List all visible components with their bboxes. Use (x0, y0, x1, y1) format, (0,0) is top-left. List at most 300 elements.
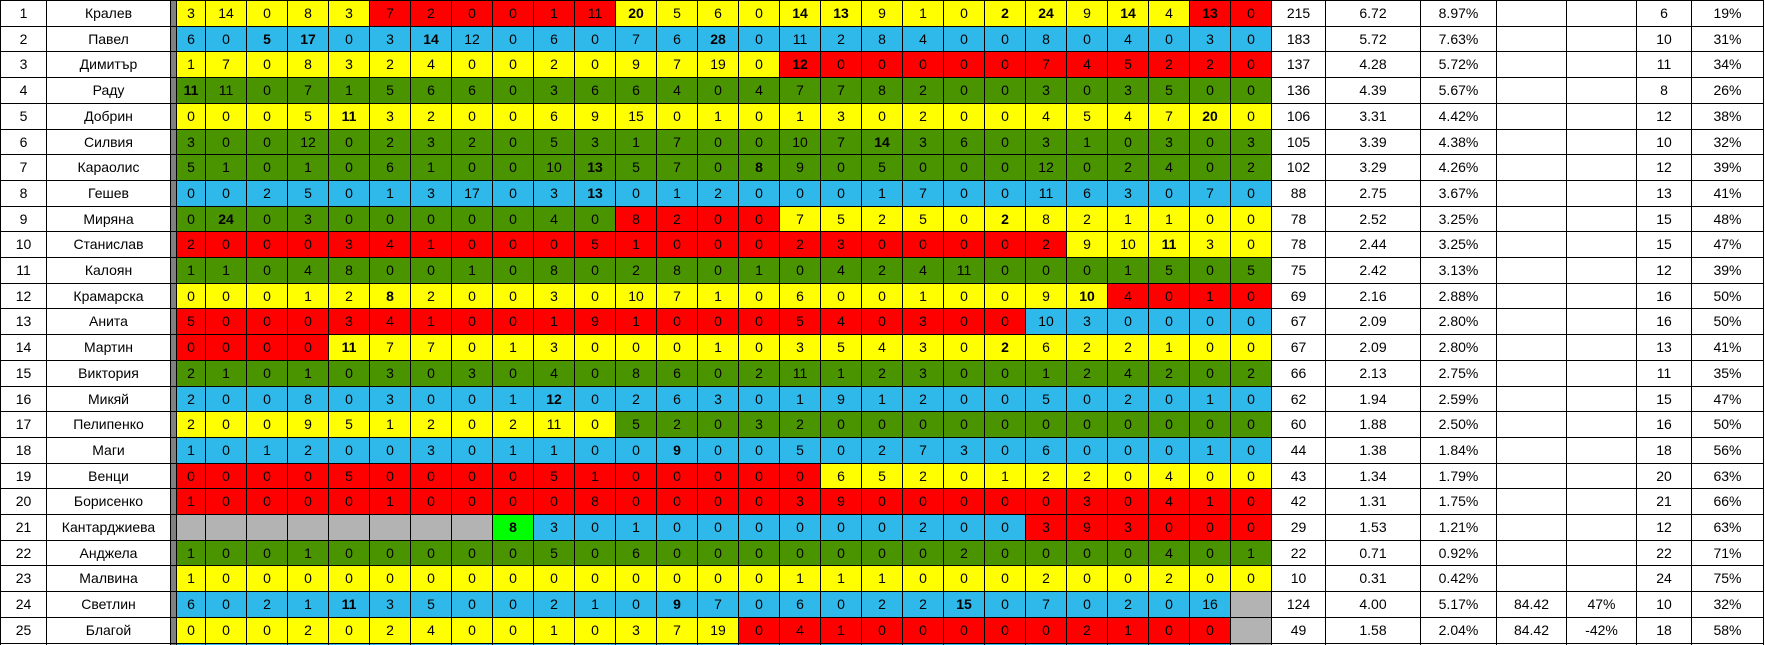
player-name-cell[interactable]: Микяй (47, 386, 171, 412)
grid-cell[interactable]: 0 (1149, 412, 1190, 438)
total-cell[interactable]: 42 (1272, 489, 1326, 515)
rank-percent-cell[interactable]: 75% (1692, 566, 1764, 592)
grid-cell[interactable]: 5 (903, 206, 944, 232)
grid-cell[interactable]: 0 (821, 52, 862, 78)
grid-cell[interactable]: 0 (985, 26, 1026, 52)
grid-cell[interactable]: 0 (944, 335, 985, 361)
rank-cell[interactable]: 13 (1637, 335, 1692, 361)
rank-percent-cell[interactable]: 32% (1692, 129, 1764, 155)
total-cell[interactable]: 124 (1272, 592, 1326, 618)
grid-cell[interactable]: 0 (247, 463, 288, 489)
grid-cell[interactable]: 0 (944, 386, 985, 412)
grid-cell[interactable]: 0 (206, 103, 247, 129)
grid-cell[interactable]: 6 (177, 26, 206, 52)
grid-cell[interactable]: 3 (903, 335, 944, 361)
grid-cell[interactable]: 11 (329, 103, 370, 129)
extra-cell-1[interactable] (1497, 232, 1567, 258)
grid-cell[interactable]: 0 (698, 232, 739, 258)
grid-cell[interactable]: 0 (493, 78, 534, 104)
grid-cell[interactable]: 4 (1149, 1, 1190, 27)
grid-cell[interactable]: 1 (493, 335, 534, 361)
grid-cell[interactable]: 6 (780, 283, 821, 309)
grid-cell[interactable]: 1 (288, 360, 329, 386)
grid-cell[interactable]: 0 (452, 283, 493, 309)
grid-cell[interactable]: 0 (575, 386, 616, 412)
extra-cell-1[interactable] (1497, 283, 1567, 309)
extra-cell-1[interactable] (1497, 463, 1567, 489)
rank-cell[interactable]: 10 (1637, 592, 1692, 618)
grid-cell[interactable]: 0 (1026, 617, 1067, 643)
grid-cell[interactable]: 0 (329, 129, 370, 155)
extra-cell-1[interactable] (1497, 566, 1567, 592)
percent-cell[interactable]: 8.97% (1421, 1, 1497, 27)
grid-cell[interactable]: 2 (247, 592, 288, 618)
grid-cell[interactable]: 0 (247, 309, 288, 335)
grid-cell[interactable]: 0 (493, 566, 534, 592)
grid-cell[interactable]: 5 (1231, 258, 1272, 284)
grid-cell[interactable]: 2 (657, 206, 698, 232)
percent-cell[interactable]: 3.25% (1421, 206, 1497, 232)
grid-cell[interactable]: 2 (1108, 335, 1149, 361)
grid-cell[interactable]: 0 (985, 437, 1026, 463)
grid-cell[interactable]: 2 (903, 386, 944, 412)
grid-cell[interactable]: 0 (206, 463, 247, 489)
grid-cell[interactable]: 0 (1190, 617, 1231, 643)
rank-percent-cell[interactable]: 26% (1692, 78, 1764, 104)
rank-cell[interactable]: 6 (1637, 1, 1692, 27)
grid-cell[interactable]: 0 (247, 360, 288, 386)
grid-cell[interactable]: 4 (1149, 463, 1190, 489)
grid-cell[interactable]: 0 (739, 437, 780, 463)
grid-cell[interactable]: 9 (657, 437, 698, 463)
grid-cell[interactable]: 8 (370, 283, 411, 309)
rank-cell[interactable]: 12 (1637, 515, 1692, 541)
grid-cell[interactable]: 13 (821, 1, 862, 27)
grid-cell[interactable]: 0 (739, 617, 780, 643)
grid-cell[interactable]: 2 (452, 129, 493, 155)
grid-cell[interactable]: 0 (411, 360, 452, 386)
extra-cell-2[interactable]: 47% (1567, 592, 1637, 618)
grid-cell[interactable]: 0 (493, 129, 534, 155)
grid-cell[interactable]: 7 (780, 78, 821, 104)
grid-cell[interactable]: 2 (370, 129, 411, 155)
row-number-cell[interactable]: 6 (1, 129, 47, 155)
grid-cell[interactable]: 2 (821, 26, 862, 52)
grid-cell[interactable]: 3 (780, 489, 821, 515)
grid-cell[interactable]: 4 (1149, 155, 1190, 181)
grid-cell[interactable]: 2 (247, 180, 288, 206)
grid-cell[interactable]: 2 (1026, 566, 1067, 592)
grid-cell[interactable]: 0 (206, 335, 247, 361)
grid-cell[interactable]: 11 (177, 78, 206, 104)
grid-cell[interactable]: 7 (903, 180, 944, 206)
extra-cell-2[interactable] (1567, 540, 1637, 566)
percent-cell[interactable]: 1.75% (1421, 489, 1497, 515)
grid-cell[interactable]: 4 (534, 360, 575, 386)
grid-cell[interactable]: 0 (411, 258, 452, 284)
grid-cell[interactable]: 2 (1067, 206, 1108, 232)
average-cell[interactable]: 1.88 (1326, 412, 1421, 438)
player-name-cell[interactable]: Димитър (47, 52, 171, 78)
grid-cell[interactable]: 2 (1149, 360, 1190, 386)
grid-cell[interactable]: 0 (493, 1, 534, 27)
average-cell[interactable]: 4.39 (1326, 78, 1421, 104)
grid-cell[interactable]: 0 (452, 155, 493, 181)
grid-cell[interactable]: 7 (657, 617, 698, 643)
grid-cell[interactable]: 0 (452, 335, 493, 361)
grid-cell[interactable]: 0 (1108, 129, 1149, 155)
grid-cell[interactable]: 0 (739, 103, 780, 129)
grid-cell[interactable]: 10 (1026, 309, 1067, 335)
grid-cell[interactable]: 0 (370, 463, 411, 489)
grid-cell[interactable]: 16 (1190, 592, 1231, 618)
player-name-cell[interactable]: Калоян (47, 258, 171, 284)
grid-cell[interactable] (370, 515, 411, 541)
grid-cell[interactable]: 8 (862, 78, 903, 104)
grid-cell[interactable]: 2 (1026, 232, 1067, 258)
grid-cell[interactable]: 14 (1108, 1, 1149, 27)
extra-cell-1[interactable] (1497, 26, 1567, 52)
grid-cell[interactable]: 0 (452, 437, 493, 463)
grid-cell[interactable]: 0 (370, 206, 411, 232)
grid-cell[interactable]: 0 (493, 52, 534, 78)
grid-cell[interactable]: 11 (780, 26, 821, 52)
grid-cell[interactable]: 0 (493, 592, 534, 618)
percent-cell[interactable]: 2.04% (1421, 617, 1497, 643)
grid-cell[interactable]: 8 (329, 258, 370, 284)
grid-cell[interactable]: 9 (288, 412, 329, 438)
grid-cell[interactable]: 6 (370, 155, 411, 181)
grid-cell[interactable]: 15 (944, 592, 985, 618)
grid-cell[interactable]: 3 (1149, 129, 1190, 155)
grid-cell[interactable]: 0 (247, 206, 288, 232)
grid-cell[interactable]: 0 (1190, 515, 1231, 541)
total-cell[interactable]: 75 (1272, 258, 1326, 284)
row-number-cell[interactable]: 22 (1, 540, 47, 566)
grid-cell[interactable]: 0 (657, 515, 698, 541)
player-name-cell[interactable]: Светлин (47, 592, 171, 618)
grid-cell[interactable]: 6 (1026, 335, 1067, 361)
row-number-cell[interactable]: 15 (1, 360, 47, 386)
average-cell[interactable]: 0.31 (1326, 566, 1421, 592)
grid-cell[interactable]: 9 (575, 103, 616, 129)
total-cell[interactable]: 29 (1272, 515, 1326, 541)
grid-cell[interactable]: 0 (985, 103, 1026, 129)
grid-cell[interactable]: 0 (944, 232, 985, 258)
percent-cell[interactable]: 0.42% (1421, 566, 1497, 592)
grid-cell[interactable]: 0 (452, 309, 493, 335)
grid-cell[interactable]: 0 (862, 52, 903, 78)
grid-cell[interactable]: 1 (1149, 206, 1190, 232)
grid-cell[interactable]: 6 (821, 463, 862, 489)
grid-cell[interactable]: 6 (534, 26, 575, 52)
average-cell[interactable]: 2.09 (1326, 335, 1421, 361)
grid-cell[interactable]: 1 (411, 309, 452, 335)
rank-cell[interactable]: 12 (1637, 103, 1692, 129)
average-cell[interactable]: 2.09 (1326, 309, 1421, 335)
rank-cell[interactable]: 15 (1637, 206, 1692, 232)
grid-cell[interactable]: 1 (177, 566, 206, 592)
row-number-cell[interactable]: 14 (1, 335, 47, 361)
grid-cell[interactable]: 0 (903, 489, 944, 515)
grid-cell[interactable]: 2 (780, 232, 821, 258)
grid-cell[interactable]: 8 (288, 386, 329, 412)
row-number-cell[interactable]: 1 (1, 1, 47, 27)
grid-cell[interactable]: 0 (698, 540, 739, 566)
total-cell[interactable]: 60 (1272, 412, 1326, 438)
grid-cell[interactable]: 3 (329, 52, 370, 78)
grid-cell[interactable]: 2 (1108, 155, 1149, 181)
grid-cell[interactable] (329, 515, 370, 541)
grid-cell[interactable]: 0 (698, 463, 739, 489)
grid-cell[interactable]: 5 (821, 335, 862, 361)
grid-cell[interactable]: 9 (1026, 283, 1067, 309)
grid-cell[interactable]: 0 (944, 206, 985, 232)
grid-cell[interactable]: 9 (575, 309, 616, 335)
grid-cell[interactable]: 2 (1149, 566, 1190, 592)
grid-cell[interactable]: 0 (1190, 335, 1231, 361)
percent-cell[interactable]: 3.13% (1421, 258, 1497, 284)
grid-cell[interactable]: 4 (370, 232, 411, 258)
grid-cell[interactable]: 0 (247, 78, 288, 104)
grid-cell[interactable]: 3 (903, 129, 944, 155)
rank-percent-cell[interactable]: 19% (1692, 1, 1764, 27)
average-cell[interactable]: 4.28 (1326, 52, 1421, 78)
rank-cell[interactable]: 16 (1637, 309, 1692, 335)
grid-cell[interactable]: 0 (616, 592, 657, 618)
rank-cell[interactable]: 13 (1637, 180, 1692, 206)
grid-cell[interactable]: 0 (985, 386, 1026, 412)
grid-cell[interactable]: 10 (780, 129, 821, 155)
rank-cell[interactable]: 12 (1637, 155, 1692, 181)
grid-cell[interactable]: 0 (493, 180, 534, 206)
grid-cell[interactable]: 6 (411, 78, 452, 104)
grid-cell[interactable]: 5 (534, 463, 575, 489)
grid-cell[interactable]: 0 (698, 155, 739, 181)
grid-cell[interactable]: 1 (698, 283, 739, 309)
grid-cell[interactable]: 7 (370, 1, 411, 27)
average-cell[interactable]: 1.94 (1326, 386, 1421, 412)
grid-cell[interactable]: 1 (1190, 489, 1231, 515)
grid-cell[interactable]: 0 (821, 592, 862, 618)
grid-cell[interactable]: 2 (657, 412, 698, 438)
grid-cell[interactable]: 1 (177, 437, 206, 463)
grid-cell[interactable]: 20 (616, 1, 657, 27)
grid-cell[interactable]: 0 (657, 489, 698, 515)
grid-cell[interactable]: 0 (739, 566, 780, 592)
grid-cell[interactable]: 1 (411, 155, 452, 181)
grid-cell[interactable]: 2 (370, 617, 411, 643)
grid-cell[interactable]: 1 (177, 258, 206, 284)
grid-cell[interactable]: 0 (1231, 206, 1272, 232)
grid-cell[interactable]: 0 (944, 360, 985, 386)
rank-cell[interactable]: 20 (1637, 463, 1692, 489)
grid-cell[interactable]: 0 (247, 1, 288, 27)
grid-cell[interactable]: 0 (821, 437, 862, 463)
grid-cell[interactable]: 0 (821, 540, 862, 566)
grid-cell[interactable]: 3 (575, 129, 616, 155)
grid-cell[interactable]: 2 (903, 592, 944, 618)
grid-cell[interactable]: 3 (534, 78, 575, 104)
grid-cell[interactable]: 2 (862, 437, 903, 463)
grid-cell[interactable]: 0 (247, 335, 288, 361)
grid-cell[interactable]: 0 (985, 129, 1026, 155)
grid-cell[interactable]: 11 (780, 360, 821, 386)
extra-cell-1[interactable] (1497, 540, 1567, 566)
grid-cell[interactable]: 0 (944, 52, 985, 78)
grid-cell[interactable]: 0 (206, 180, 247, 206)
percent-cell[interactable]: 1.84% (1421, 437, 1497, 463)
grid-cell[interactable]: 0 (862, 283, 903, 309)
grid-cell[interactable] (411, 515, 452, 541)
grid-cell[interactable]: 0 (452, 1, 493, 27)
grid-cell[interactable]: 0 (657, 540, 698, 566)
grid-cell[interactable]: 0 (821, 155, 862, 181)
grid-cell[interactable]: 7 (821, 78, 862, 104)
grid-cell[interactable]: 0 (1190, 566, 1231, 592)
grid-cell[interactable]: 0 (821, 180, 862, 206)
grid-cell[interactable]: 3 (452, 360, 493, 386)
grid-cell[interactable]: 6 (177, 592, 206, 618)
grid-cell[interactable]: 13 (575, 155, 616, 181)
grid-cell[interactable]: 0 (206, 566, 247, 592)
grid-cell[interactable]: 0 (1067, 155, 1108, 181)
percent-cell[interactable]: 5.72% (1421, 52, 1497, 78)
grid-cell[interactable]: 0 (493, 155, 534, 181)
grid-cell[interactable]: 3 (411, 180, 452, 206)
percent-cell[interactable]: 2.80% (1421, 309, 1497, 335)
row-number-cell[interactable]: 9 (1, 206, 47, 232)
grid-cell[interactable]: 2 (780, 412, 821, 438)
grid-cell[interactable]: 0 (247, 283, 288, 309)
grid-cell[interactable]: 2 (903, 463, 944, 489)
grid-cell[interactable]: 0 (862, 515, 903, 541)
average-cell[interactable]: 5.72 (1326, 26, 1421, 52)
grid-cell[interactable]: 0 (780, 180, 821, 206)
grid-cell[interactable]: 0 (1108, 463, 1149, 489)
grid-cell[interactable]: 0 (329, 180, 370, 206)
grid-cell[interactable]: 0 (944, 78, 985, 104)
grid-cell[interactable] (1231, 592, 1272, 618)
grid-cell[interactable]: 5 (329, 463, 370, 489)
grid-cell[interactable]: 5 (370, 78, 411, 104)
grid-cell[interactable]: 1 (288, 283, 329, 309)
grid-cell[interactable]: 0 (452, 592, 493, 618)
grid-cell[interactable]: 1 (862, 566, 903, 592)
extra-cell-2[interactable] (1567, 103, 1637, 129)
grid-cell[interactable]: 0 (698, 412, 739, 438)
grid-cell[interactable]: 0 (698, 78, 739, 104)
grid-cell[interactable]: 1 (1190, 437, 1231, 463)
grid-cell[interactable]: 0 (739, 489, 780, 515)
grid-cell[interactable]: 0 (1149, 180, 1190, 206)
grid-cell[interactable]: 0 (247, 129, 288, 155)
grid-cell[interactable]: 0 (493, 232, 534, 258)
grid-cell[interactable]: 6 (944, 129, 985, 155)
grid-cell[interactable]: 1 (534, 617, 575, 643)
grid-cell[interactable]: 0 (944, 283, 985, 309)
grid-cell[interactable]: 0 (698, 129, 739, 155)
rank-percent-cell[interactable]: 50% (1692, 283, 1764, 309)
row-number-cell[interactable]: 19 (1, 463, 47, 489)
grid-cell[interactable]: 2 (1026, 463, 1067, 489)
grid-cell[interactable]: 0 (821, 515, 862, 541)
percent-cell[interactable]: 4.38% (1421, 129, 1497, 155)
grid-cell[interactable]: 0 (1108, 309, 1149, 335)
row-number-cell[interactable]: 10 (1, 232, 47, 258)
grid-cell[interactable]: 2 (616, 258, 657, 284)
rank-cell[interactable]: 18 (1637, 437, 1692, 463)
rank-cell[interactable]: 18 (1637, 617, 1692, 643)
extra-cell-1[interactable]: 84.42 (1497, 592, 1567, 618)
grid-cell[interactable]: 0 (944, 617, 985, 643)
grid-cell[interactable] (452, 515, 493, 541)
grid-cell[interactable]: 3 (534, 515, 575, 541)
grid-cell[interactable]: 0 (329, 617, 370, 643)
player-name-cell[interactable]: Гешев (47, 180, 171, 206)
grid-cell[interactable]: 13 (575, 180, 616, 206)
grid-cell[interactable]: 8 (288, 1, 329, 27)
player-name-cell[interactable]: Добрин (47, 103, 171, 129)
grid-cell[interactable]: 20 (1190, 103, 1231, 129)
grid-cell[interactable]: 4 (370, 309, 411, 335)
grid-cell[interactable]: 1 (616, 232, 657, 258)
grid-cell[interactable]: 10 (534, 155, 575, 181)
grid-cell[interactable]: 9 (862, 1, 903, 27)
grid-cell[interactable]: 2 (903, 103, 944, 129)
extra-cell-1[interactable] (1497, 258, 1567, 284)
grid-cell[interactable]: 0 (1067, 26, 1108, 52)
grid-cell[interactable]: 4 (821, 309, 862, 335)
grid-cell[interactable]: 0 (1149, 283, 1190, 309)
grid-cell[interactable]: 7 (903, 437, 944, 463)
extra-cell-1[interactable] (1497, 206, 1567, 232)
grid-cell[interactable]: 0 (452, 566, 493, 592)
grid-cell[interactable]: 0 (657, 103, 698, 129)
grid-cell[interactable]: 0 (862, 232, 903, 258)
grid-cell[interactable]: 4 (1026, 103, 1067, 129)
rank-cell[interactable]: 10 (1637, 129, 1692, 155)
grid-cell[interactable]: 0 (247, 489, 288, 515)
rank-percent-cell[interactable]: 47% (1692, 232, 1764, 258)
grid-cell[interactable]: 0 (739, 232, 780, 258)
grid-cell[interactable]: 0 (862, 489, 903, 515)
row-number-cell[interactable]: 18 (1, 437, 47, 463)
grid-cell[interactable]: 0 (1067, 412, 1108, 438)
grid-cell[interactable]: 0 (657, 232, 698, 258)
grid-cell[interactable]: 1 (288, 592, 329, 618)
row-number-cell[interactable]: 11 (1, 258, 47, 284)
grid-cell[interactable]: 1 (370, 180, 411, 206)
grid-cell[interactable]: 4 (534, 206, 575, 232)
extra-cell-1[interactable] (1497, 412, 1567, 438)
grid-cell[interactable]: 0 (452, 232, 493, 258)
grid-cell[interactable]: 3 (821, 232, 862, 258)
grid-cell[interactable]: 9 (1067, 232, 1108, 258)
grid-cell[interactable]: 0 (1067, 386, 1108, 412)
grid-cell[interactable]: 0 (452, 386, 493, 412)
percent-cell[interactable]: 2.88% (1421, 283, 1497, 309)
grid-cell[interactable]: 0 (944, 180, 985, 206)
grid-cell[interactable]: 0 (452, 412, 493, 438)
grid-cell[interactable]: 0 (1190, 463, 1231, 489)
grid-cell[interactable]: 7 (206, 52, 247, 78)
grid-cell[interactable]: 0 (985, 617, 1026, 643)
grid-cell[interactable]: 4 (1108, 360, 1149, 386)
grid-cell[interactable]: 3 (739, 412, 780, 438)
grid-cell[interactable]: 1 (821, 360, 862, 386)
grid-cell[interactable]: 0 (452, 489, 493, 515)
